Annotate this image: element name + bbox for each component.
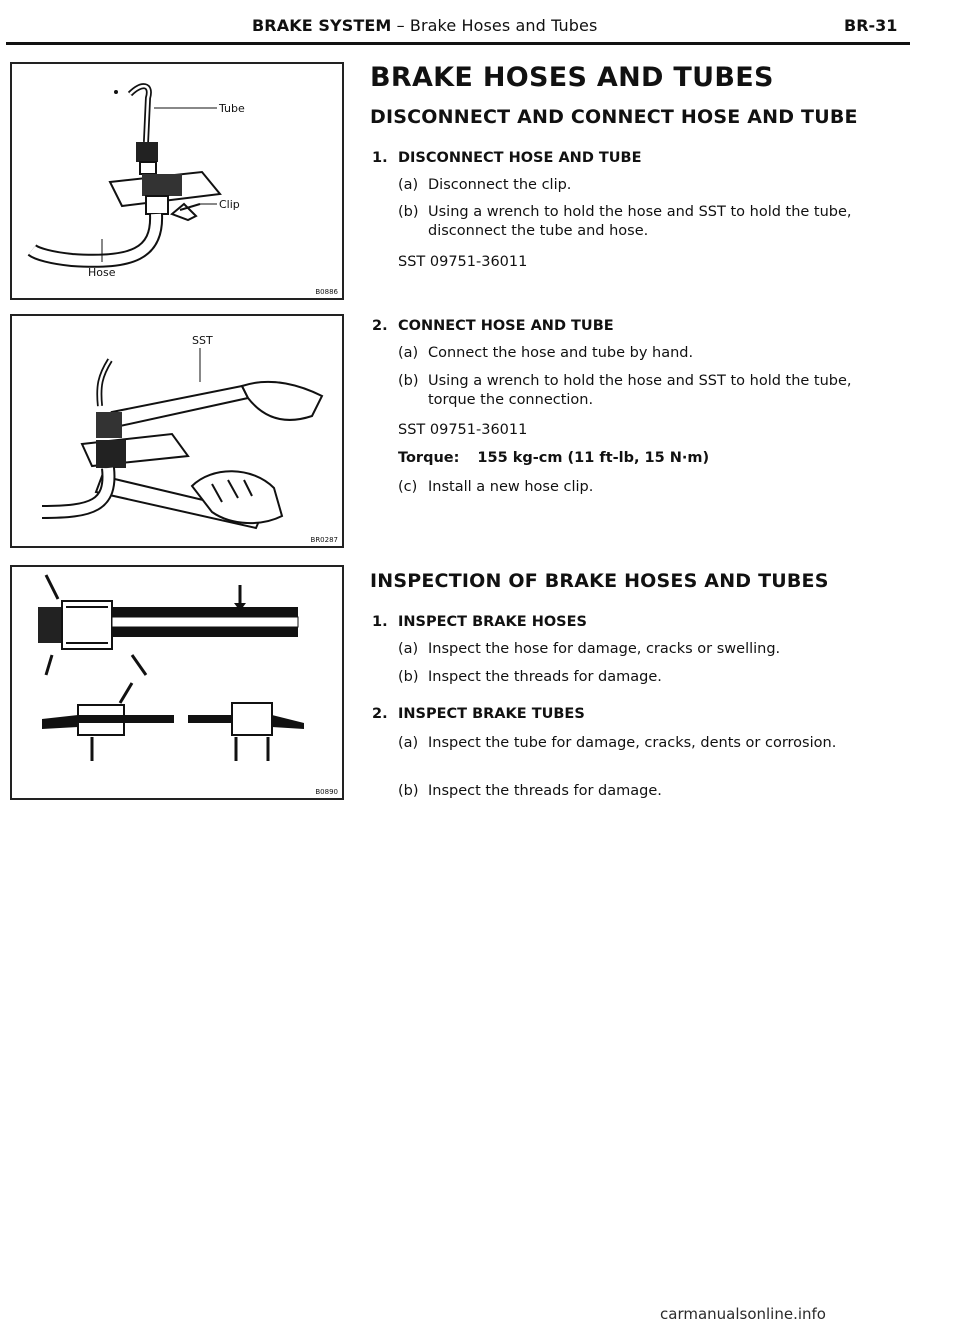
substep-key: (c) [398,479,418,495]
step-number: 2. [372,318,388,334]
substep-key: (a) [398,345,419,361]
figure-sst-wrench [10,314,344,548]
substep-key: (b) [398,669,419,685]
substep-key: (a) [398,735,419,751]
substep-text: Install a new hose clip. [428,479,594,495]
section-heading-disconnect-connect: DISCONNECT AND CONNECT HOSE AND TUBE [370,106,858,128]
substep [398,372,908,410]
step-number: 2. [372,706,388,722]
label-tube: Tube [219,102,245,115]
section-heading-inspection: INSPECTION OF BRAKE HOSES AND TUBES [370,570,829,592]
substep-key: (b) [398,204,419,220]
header-rule [6,42,910,45]
figure-hose-tube-clip [10,62,344,300]
label-sst: SST [192,334,213,347]
figure-inspection-points [10,565,344,800]
substep [398,176,908,195]
page-code: BR-31 [844,16,898,35]
step-inspect-tubes [372,706,585,722]
substep-text: Inspect the tube for damage, cracks, dents or corrosion. [428,735,837,751]
substep [398,782,908,801]
substep [398,640,908,659]
label-hose: Hose [88,266,116,279]
figure-code: B0886 [315,288,338,296]
step-title: INSPECT BRAKE TUBES [398,706,585,722]
substep-text: Inspect the threads for damage. [428,783,662,799]
substep [398,203,908,241]
torque-value: 155 kg-cm (11 ft-lb, 15 N·m) [477,450,710,466]
substep [398,478,908,497]
step-inspect-hoses [372,614,587,630]
inspection-illustration [12,567,342,798]
substep [398,344,908,363]
header-title [252,16,597,35]
substep-text: Disconnect the clip. [428,177,572,193]
substep-text: Inspect the hose for damage, cracks or swelling. [428,641,781,657]
step-title: CONNECT HOSE AND TUBE [398,318,614,334]
step-number: 1. [372,614,388,630]
sst-wrench-illustration [12,316,342,546]
substep-text: Inspect the threads for damage. [428,669,662,685]
substep-text: Using a wrench to hold the hose and SST to hold the tube, disconnect the tube and hose. [428,204,852,239]
sst-number: SST 09751-36011 [398,254,528,270]
substep [398,734,908,753]
torque-label: Torque: [398,450,460,466]
step-disconnect [372,150,642,166]
header-section: BRAKE SYSTEM [252,16,392,35]
step-title: INSPECT BRAKE HOSES [398,614,587,630]
substep-key: (b) [398,373,419,389]
substep-key: (a) [398,177,419,193]
substep-text: Connect the hose and tube by hand. [428,345,694,361]
page-header [0,0,960,50]
substep-text: Using a wrench to hold the hose and SST to hold the tube, torque the connection. [428,373,852,408]
page-title: BRAKE HOSES AND TUBES [370,62,774,93]
substep [398,668,908,687]
sst-number: SST 09751-36011 [398,422,528,438]
label-clip: Clip [219,198,240,211]
hose-tube-clip-illustration [12,64,342,298]
step-connect [372,318,614,334]
substep-key: (b) [398,783,419,799]
torque-spec [398,450,709,466]
header-subsection: – Brake Hoses and Tubes [396,16,598,35]
substep-key: (a) [398,641,419,657]
step-number: 1. [372,150,388,166]
figure-code: BR0287 [310,536,338,544]
watermark-text: carmanualsonline.info [660,1305,826,1323]
figure-code: B0890 [315,788,338,796]
step-title: DISCONNECT HOSE AND TUBE [398,150,642,166]
